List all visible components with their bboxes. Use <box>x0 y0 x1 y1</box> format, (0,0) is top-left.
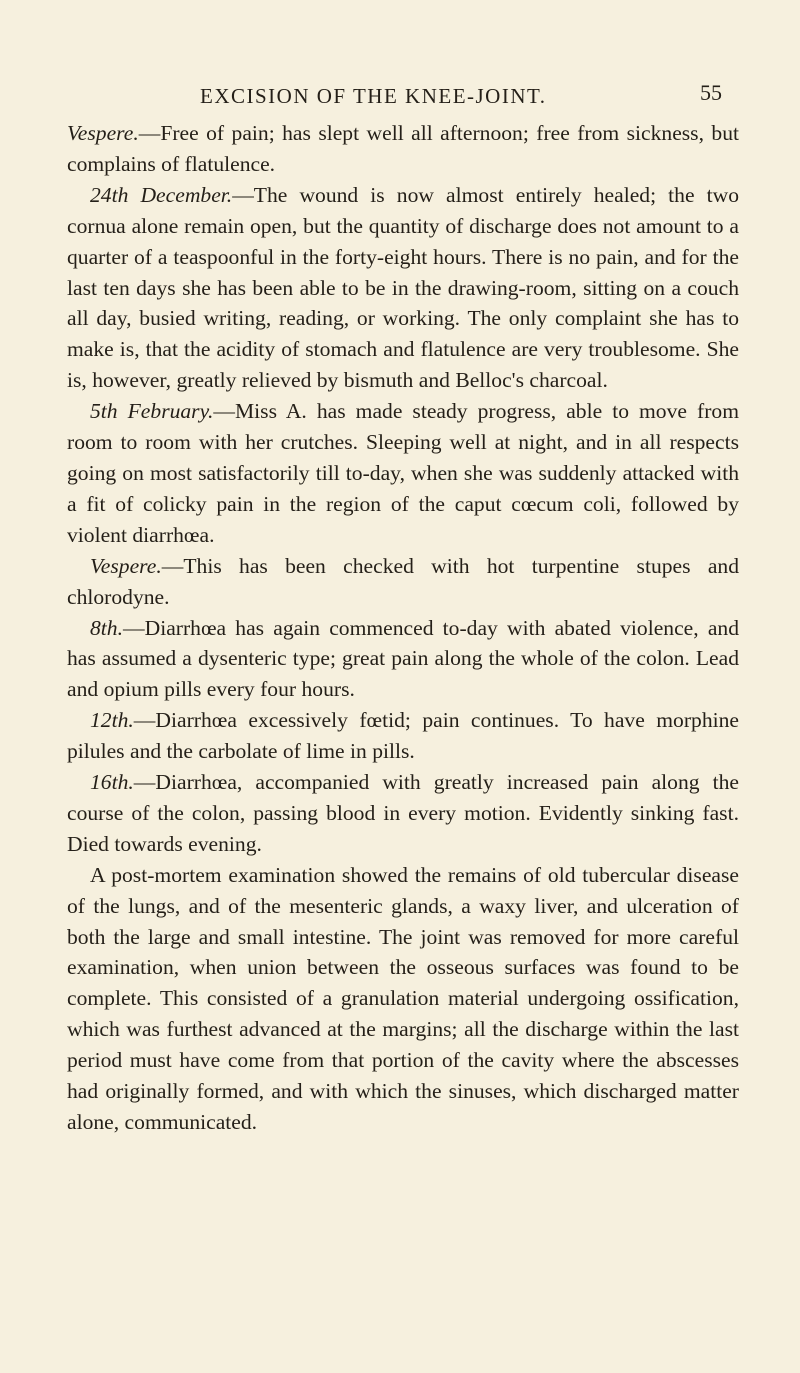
entry-date: 5th February. <box>90 399 214 424</box>
entry-text: —Free of pain; has slept well all afternoon; free from sickness, but complains of flatulence. <box>67 121 739 176</box>
entry-text: —The wound is now almost entirely healed; the two cornua alone remain open, but the quantity of discharge does not amount to a quarter of a teaspoonful in the forty-eight hours. There is no pain, and for the last ten days she has been able to be in the drawing-room, sitting on a couch all day, busied writing, reading, or working. The only complaint she has to make is, that the acidity of stomach and flatulence are very troublesome. She is, however, greatly relieved by bismuth and Belloc's charcoal. <box>67 182 739 393</box>
entry-text: —This has been checked with hot turpentine stupes and chlorodyne. <box>67 553 739 609</box>
paragraph-24th-december <box>67 180 739 396</box>
entry-text: —Diarrhœa, accompanied with greatly increased pain along the course of the colon, passing blood in every motion. Evidently sinking fast. Died towards evening. <box>67 770 739 856</box>
paragraph-post-mortem <box>67 860 739 1138</box>
entry-date: Vespere. <box>67 121 139 145</box>
paragraph-5th-february <box>67 396 739 551</box>
entry-text: A post-mortem examination showed the remains of old tubercular disease of the lungs, and of the mesenteric glands, a waxy liver, and ulceration of both the large and small intestine. The joint was removed for more careful examination, when union between the osseous surfaces was found to be complete. This consisted of a granulation material undergoing ossification, which was furthest advanced at the margins; all the discharge within the last period must have come from that portion of the cavity where the abscesses had originally formed, and with which the sinuses, which discharged matter alone, communicated. <box>67 862 739 1134</box>
entry-date: Vespere. <box>90 553 162 578</box>
body-text <box>67 118 739 1138</box>
entry-text: —Miss A. has made steady progress, able to move from room to room with her crutches. Sleeping well at night, and in all respects going on most satisfactorily till to-day, when she was suddenly attacked with a fit of colicky pain in the region of the caput cœcum coli, followed by violent diarrhœa. <box>67 399 739 547</box>
entry-date: 12th. <box>90 708 134 733</box>
paragraph-vespere-2 <box>67 551 739 613</box>
paragraph-8th <box>67 613 739 706</box>
running-title: EXCISION OF THE KNEE-JOINT. <box>200 84 547 108</box>
running-head <box>0 80 800 110</box>
entry-date: 16th. <box>90 770 134 795</box>
entry-date: 24th December. <box>90 182 233 207</box>
paragraph-vespere-1 <box>67 118 739 180</box>
paragraph-16th <box>67 767 739 860</box>
page-number: 55 <box>700 80 722 105</box>
entry-text: —Diarrhœa excessively fœtid; pain continues. To have morphine pilules and the carbolate of lime in pills. <box>67 708 739 764</box>
paragraph-12th <box>67 705 739 767</box>
entry-date: 8th. <box>90 615 123 640</box>
entry-text: —Diarrhœa has again commenced to-day with abated violence, and has assumed a dysenteric type; great pain along the whole of the colon. Lead and opium pills every four hours. <box>67 615 739 702</box>
